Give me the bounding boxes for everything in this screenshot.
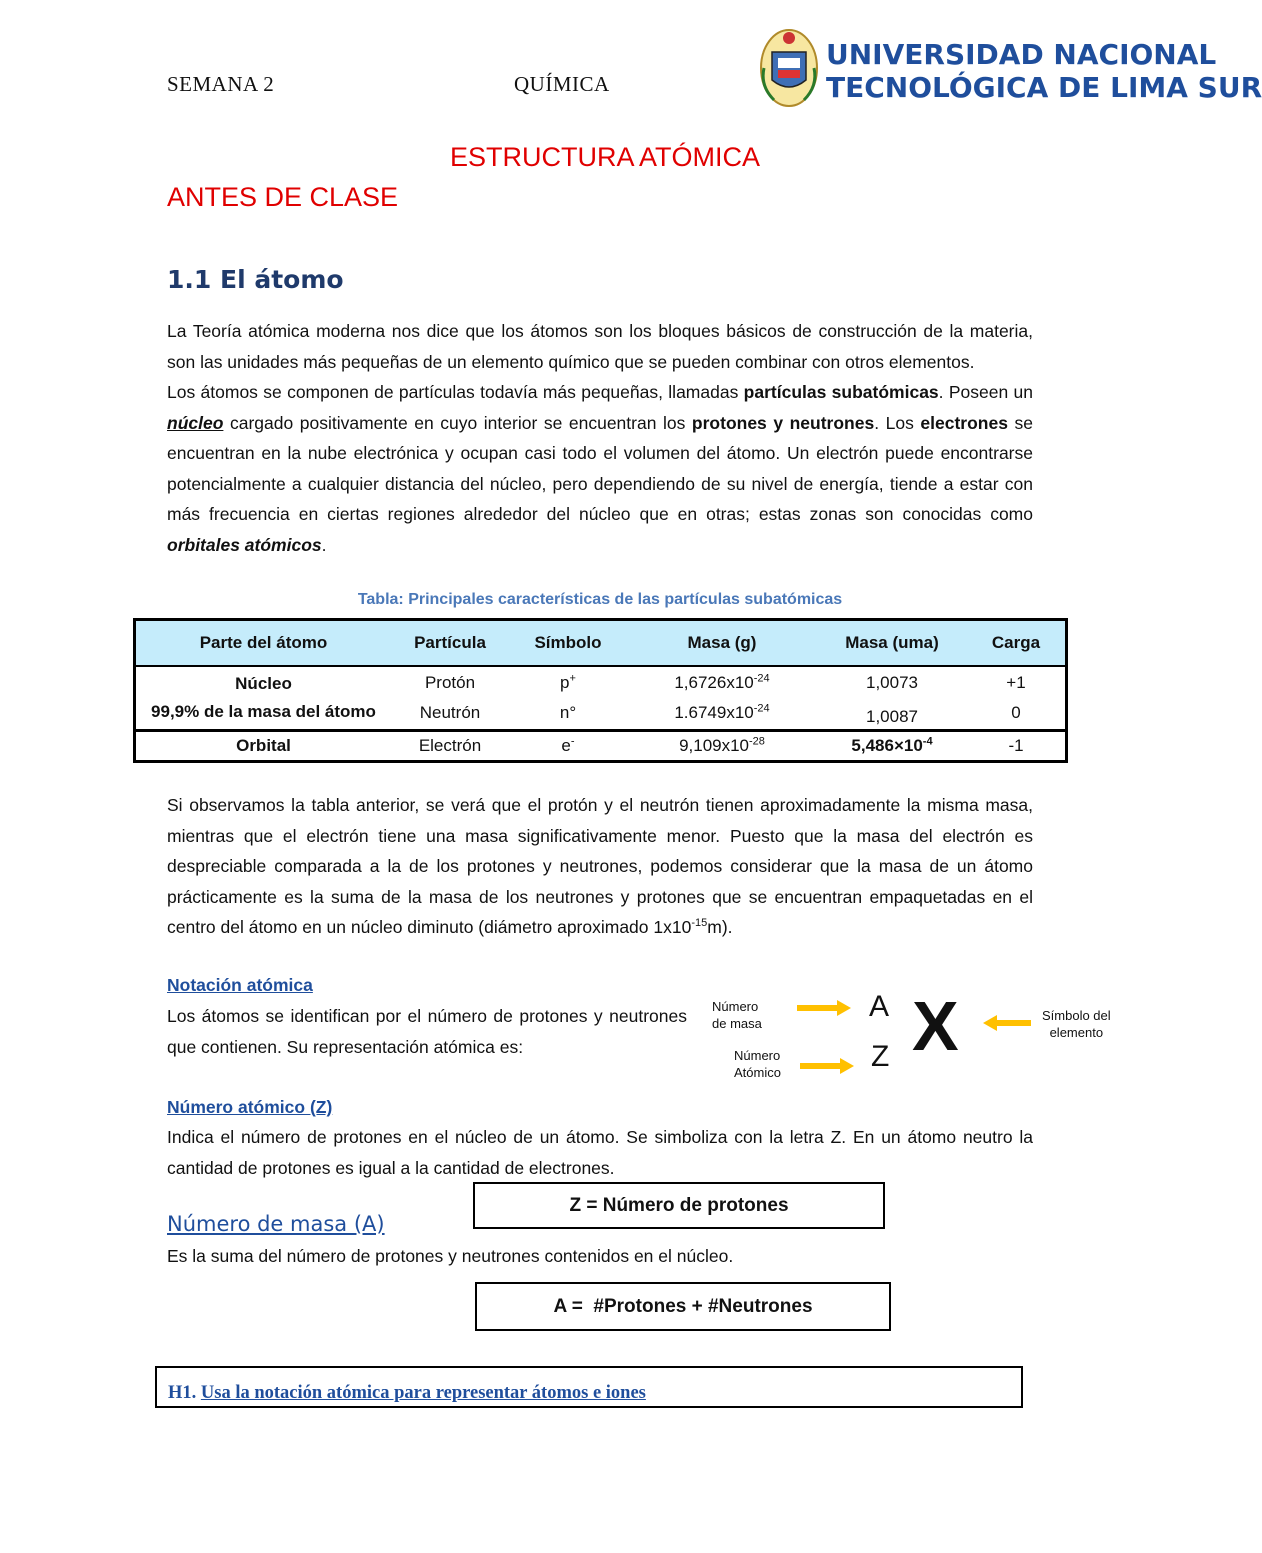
table-row [135, 666, 1067, 698]
table-header-row [135, 620, 1067, 667]
nucleus-cell [135, 666, 392, 730]
page-title: ESTRUCTURA ATÓMICA [450, 142, 761, 172]
university-name-line2: TECNOLÓGICA DE LIMA SUR [826, 71, 1262, 104]
mass-explanation-paragraph: Si observamos la tabla anterior, se verá que el protón y el neutrón tienen aproximadamente la misma masa, mientras que el electrón tiene una masa significativamente menor. Puesto que la masa del electrón es despreciable comparada a la de los protones y neutrones, podemos considerar que la masa de un átomo prácticamente es la suma de la masa de los neutrones y protones que se encuentran empaquetadas en el centro del átomo en un núcleo diminuto (diámetro aproximado $1x10^{-15}m$). [167, 795, 1033, 937]
charge-cell: +1 [967, 666, 1067, 698]
objective-description: Usa la notación atómica para representar átomos e iones [200, 1383, 646, 1403]
atomic-number-text: Indica el número de protones en el núcleo de un átomo. Se simboliza con la letra Z. En un átomo neutro la cantidad de protones es igual a la cantidad de electrones. [167, 1127, 1033, 1178]
university-name-line1: UNIVERSIDAD NACIONAL [826, 38, 1217, 71]
particle-cell: Electrón [391, 730, 509, 761]
subject-label: QUÍMICA [514, 72, 610, 96]
intro-paragraph [167, 316, 1033, 560]
header-cell: Masa (uma) [817, 620, 967, 667]
subatomic-particles-table [133, 618, 1068, 763]
atomic-number-formula-box: Z = Número de protones [473, 1182, 885, 1229]
header-cell: Parte del átomo [135, 620, 392, 667]
mass-arrow [797, 1005, 841, 1011]
objective-text [168, 1383, 646, 1404]
symbol-cell: p+ [560, 671, 576, 692]
mass-number-text: Es la suma del número de protones y neutrones contenidos en el núcleo. [167, 1246, 734, 1266]
atomic-number-label: Número Atómico [734, 1048, 781, 1080]
table-caption: Tabla: Principales características de las partículas subatómicas [357, 591, 843, 608]
university-crest-logo [758, 26, 820, 110]
atomic-arrow [800, 1063, 844, 1069]
charge-cell: 0 [967, 698, 1067, 730]
mass-uma-cell: $5,486\times 10^{-4}$ [817, 730, 967, 761]
mass-number-heading: Número de masa (A) [167, 1212, 385, 1236]
mass-number-formula-box: A = #Protones + #Neutrones [475, 1282, 891, 1331]
header-cell: Masa (g) [627, 620, 817, 667]
mass-uma-cell: 1,0087 [817, 698, 967, 730]
header-cell: Partícula [391, 620, 509, 667]
mass-g-cell: $1,6726x10^{-24}$ [674, 671, 770, 692]
section-title: ANTES DE CLASE [167, 182, 399, 212]
header-cell: Símbolo [509, 620, 627, 667]
mass-g-cell: $9,109x10^{-28}$ [627, 730, 817, 761]
symbol-arrow [983, 1020, 1031, 1026]
intro-text-1: La Teoría atómica moderna nos dice que los átomos son los bloques básicos de construcción de la materia, son las unidades más pequeñas de un elemento químico que se pueden combinar con otros elementos. [167, 321, 1033, 372]
element-symbol-label: Símbolo del elemento [1042, 1008, 1111, 1040]
subsection-title: 1.1 El átomo [167, 265, 344, 294]
notation-heading: Notación atómica [167, 975, 313, 995]
week-label: SEMANA 2 [167, 72, 275, 96]
mass-number-letter: A [869, 990, 890, 1023]
charge-cell: -1 [967, 730, 1067, 761]
particle-cell: Protón [424, 672, 476, 692]
mass-number-label: Número de masa [712, 999, 762, 1031]
nucleus-label: Núcleo [235, 673, 292, 693]
particle-cell: Neutrón [391, 698, 509, 730]
intro-text-2: Los átomos se componen de partículas todavía más pequeñas, llamadas partículas subatómicas. Poseen un núcleo cargado positivamente en cuyo interior se encuentran los protones y neutrones. Los electrones se encuentran en la nube electrónica y ocupan casi todo el volumen del átomo. Un electrón puede encontrarse potencialmente a cualquier distancia del núcleo, pero dependiendo de su nivel de energía, tiende a estar con más frecuencia en ciertas regiones alrededor del núcleo que en otras; estas zonas son conocidas como orbitales atómicos. [167, 382, 1033, 555]
symbol-cell: n° [509, 698, 627, 730]
notation-text: Los átomos se identifican por el número de protones y neutrones que contienen. Su representación atómica es: [167, 1006, 687, 1057]
symbol-cell: e- [509, 730, 627, 761]
table-row [135, 730, 1067, 761]
mass-g-cell: $1.6749x10^{-24}$ [627, 698, 817, 730]
header-cell: Carga [967, 620, 1067, 667]
objective-label: H1. [168, 1383, 197, 1403]
atomic-number-letter: Z [871, 1040, 890, 1073]
nucleus-sublabel: 99,9% de la masa del átomo [151, 701, 376, 721]
atomic-number-heading: Número atómico (Z) [167, 1097, 333, 1117]
mass-uma-cell: 1,0073 [866, 672, 918, 692]
element-symbol-letter: X [912, 987, 959, 1065]
part-cell: Orbital [135, 730, 392, 761]
